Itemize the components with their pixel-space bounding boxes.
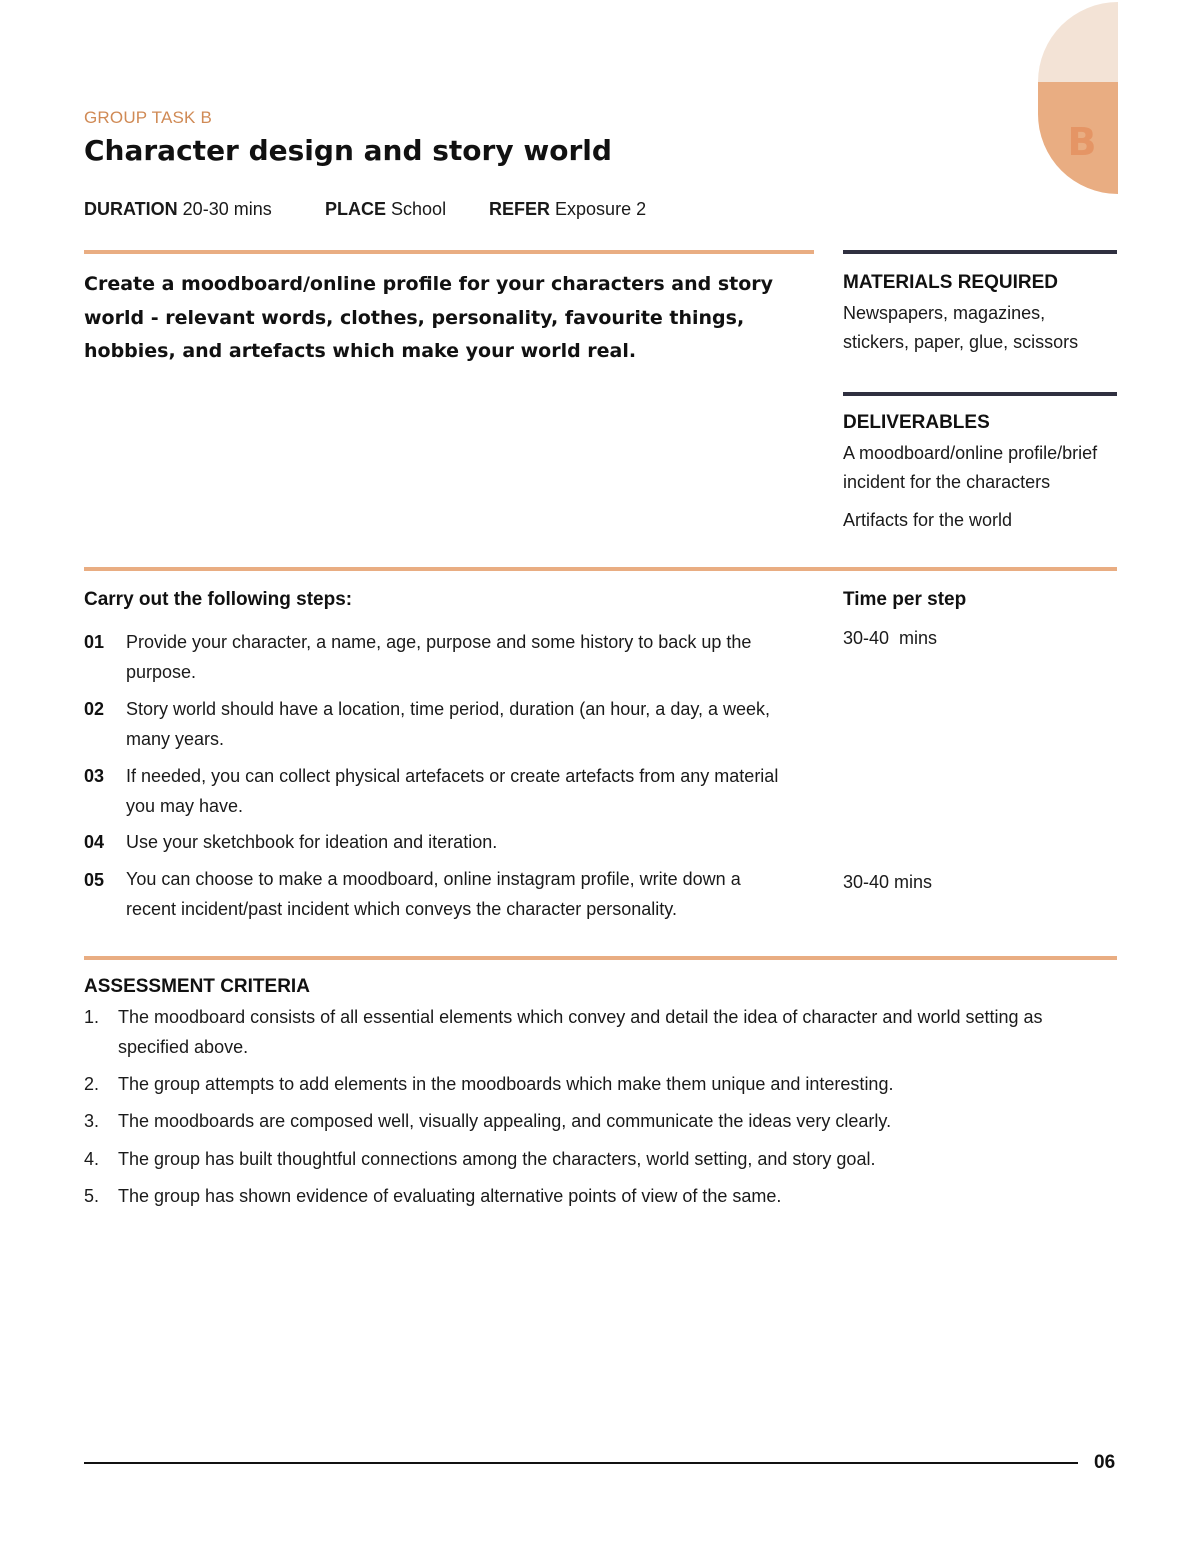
- criterion-text: The moodboard consists of all essential elements which convey and detail the idea of character and world setting as specified above.: [118, 1007, 1043, 1057]
- criterion-text: The group attempts to add elements in the moodboards which make them unique and interesting.: [118, 1074, 894, 1094]
- criterion-text: The group has shown evidence of evaluating alternative points of view of the same.: [118, 1186, 782, 1206]
- step-time: 30-40 mins: [843, 872, 933, 892]
- materials-divider: [843, 250, 1117, 254]
- deliverable-item: A moodboard/online profile/brief incident for the characters: [843, 443, 1098, 492]
- task-intro: Create a moodboard/online profile for your characters and story world - relevant words, clothes, personality, favourite things, hobbies, and artefacts which make your world real.: [84, 273, 774, 362]
- meta-duration-label: DURATION: [84, 199, 178, 219]
- intro-divider: [84, 250, 814, 254]
- footer-rule: [84, 1462, 1078, 1464]
- step-text: You can choose to make a moodboard, online instagram profile, write down a recent incident/past incident which conveys the character personality.: [126, 869, 741, 919]
- criterion-number: 4.: [84, 1149, 100, 1169]
- step-number: 03: [84, 766, 105, 786]
- steps-divider: [84, 567, 1117, 571]
- meta-refer-value: Exposure 2: [555, 199, 647, 219]
- meta-refer-label: REFER: [489, 199, 551, 219]
- criterion-text: The group has built thoughtful connections among the characters, world setting, and story goal.: [118, 1149, 876, 1169]
- step-number: 05: [84, 870, 105, 890]
- meta-duration-value: 20-30 mins: [182, 199, 272, 219]
- step-text: If needed, you can collect physical artefacets or create artefacts from any material you may have.: [126, 766, 779, 816]
- criterion-number: 1.: [84, 1007, 100, 1027]
- step-text: Use your sketchbook for ideation and iteration.: [126, 832, 498, 852]
- task-letter-badge: B: [1067, 120, 1097, 164]
- page-number: 06: [1094, 1452, 1116, 1473]
- meta-place-label: PLACE: [325, 199, 387, 219]
- criterion-number: 5.: [84, 1186, 100, 1206]
- deliverables-divider: [843, 392, 1117, 396]
- step-number: 04: [84, 832, 105, 852]
- step-text: Provide your character, a name, age, purpose and some history to back up the purpose.: [126, 632, 752, 682]
- step-text: Story world should have a location, time period, duration (an hour, a day, a week, many years.: [126, 699, 771, 749]
- corner-leaf-shape: [1038, 2, 1118, 82]
- page-title: Character design and story world: [84, 134, 612, 167]
- meta-duration: [84, 199, 272, 220]
- steps-heading: Carry out the following steps:: [84, 589, 353, 610]
- criterion-text: The moodboards are composed well, visually appealing, and communicate the ideas very clearly.: [118, 1111, 892, 1131]
- meta-place-value: School: [391, 199, 447, 219]
- criterion-number: 2.: [84, 1074, 100, 1094]
- deliverables-heading: DELIVERABLES: [843, 412, 990, 433]
- task-kicker: GROUP TASK B: [84, 108, 213, 127]
- meta-refer: [489, 199, 646, 220]
- meta-place: [325, 199, 446, 220]
- deliverable-item: Artifacts for the world: [843, 510, 1013, 530]
- assessment-divider: [84, 956, 1117, 960]
- step-time: 30-40 mins: [843, 628, 938, 648]
- criterion-number: 3.: [84, 1111, 100, 1131]
- time-per-step-heading: Time per step: [843, 589, 967, 610]
- assessment-heading: ASSESSMENT CRITERIA: [84, 976, 310, 997]
- materials-heading: MATERIALS REQUIRED: [843, 272, 1058, 293]
- step-number: 01: [84, 632, 105, 652]
- step-number: 02: [84, 699, 105, 719]
- materials-text: Newspapers, magazines, stickers, paper, glue, scissors: [843, 303, 1079, 352]
